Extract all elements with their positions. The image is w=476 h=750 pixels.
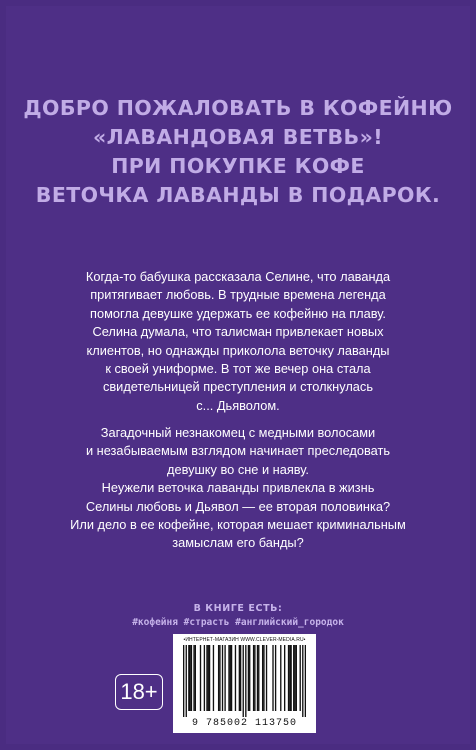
paragraph-line: Загадочный незнакомец с медными волосами: [100, 425, 376, 440]
paragraph-line: Неужели веточка лаванды привлекла в жизнь: [101, 480, 375, 496]
barcode-bar: [239, 645, 240, 711]
barcode-bar: [188, 645, 189, 711]
headline-line: ВЕТОЧКА ЛАВАНДЫ В ПОДАРОК.: [35, 183, 441, 207]
paragraph-line: к своей униформе. В тот же вечер она стала: [105, 361, 371, 377]
barcode-bar: [231, 645, 232, 711]
barcode-icon: [183, 645, 306, 717]
barcode-bar: [183, 645, 184, 717]
barcode-bar: [248, 645, 249, 711]
barcode-bar: [224, 645, 225, 711]
isbn-barcode-panel: [173, 634, 316, 733]
description-paragraph-1: [60, 268, 416, 415]
barcode-bar: [191, 645, 192, 711]
barcode-bar: [257, 645, 258, 711]
barcode-bar: [208, 645, 209, 711]
barcode-bar: [300, 645, 301, 711]
description-paragraph-2: [60, 424, 416, 553]
barcode-bar: [228, 645, 229, 711]
barcode-bar: [266, 645, 267, 711]
barcode-bar: [235, 645, 236, 711]
barcode-bar: [243, 645, 244, 717]
promo-headline: [0, 94, 476, 210]
barcode-bar: [272, 645, 273, 711]
age-rating-badge: 18+: [115, 674, 163, 710]
barcode-bar: [296, 645, 297, 711]
barcode-bar: [288, 645, 289, 711]
barcode-bar: [213, 645, 214, 711]
barcode-bar: [193, 645, 194, 711]
barcode-bar: [280, 645, 281, 711]
barcode-bar: [249, 645, 250, 711]
barcode-bar: [206, 645, 207, 711]
barcode-bar: [263, 645, 264, 711]
barcode-bar: [305, 645, 306, 717]
barcode-bar: [222, 645, 223, 711]
barcode-bar: [230, 645, 231, 711]
barcode-bar: [293, 645, 294, 711]
barcode-bar: [253, 645, 254, 711]
barcode-bar: [218, 645, 219, 711]
paragraph-line: девушку во сне и наяву.: [167, 461, 309, 477]
barcode-bar: [294, 645, 295, 711]
barcode-bar: [189, 645, 190, 711]
tags-heading: В КНИГЕ ЕСТЬ:: [193, 603, 283, 614]
paragraph-line: Селина думала, что талисман привлекает новых: [92, 324, 384, 340]
headline-line: ПРИ ПОКУПКЕ КОФЕ: [111, 154, 365, 178]
barcode-bar: [254, 645, 255, 711]
paragraph-line: замыслам его банды?: [172, 535, 304, 551]
barcode-bar: [262, 645, 263, 711]
barcode-bar: [289, 645, 290, 711]
barcode-bar: [195, 645, 196, 711]
shop-url: •ИНТЕРНЕТ-МАГАЗИН WWW.CLEVER-MEDIA.RU•: [183, 637, 306, 643]
barcode-bar: [204, 645, 205, 711]
hashtags: #кофейня #страсть #английский_городок: [132, 617, 344, 628]
barcode-bar: [186, 645, 187, 717]
paragraph-line: и незабываемым взглядом начинает преследовать: [85, 443, 391, 459]
paragraph-line: Или дело в ее кофейне, которая мешает криминальным: [70, 517, 406, 533]
barcode-bar: [240, 645, 241, 711]
barcode-bar: [275, 645, 276, 711]
barcode-bar: [302, 645, 303, 717]
barcode-bar: [200, 645, 201, 711]
paragraph-line: свидетельницей преступления и столкнулась: [102, 379, 373, 395]
paragraph-line: с... Дьяволом.: [196, 397, 280, 413]
barcode-bar: [284, 645, 285, 711]
paragraph-line: притягивает любовь. В трудные времена легенда: [90, 287, 386, 303]
barcode-bar: [209, 645, 210, 711]
headline-line: «ЛАВАНДОВАЯ ВЕТВЬ»!: [93, 125, 383, 149]
paragraph-line: клиентов, но однажды приколола веточку лаванды: [86, 342, 390, 358]
barcode-bar: [258, 645, 259, 711]
barcode-bar: [290, 645, 291, 711]
headline-line: ДОБРО ПОЖАЛОВАТЬ В КОФЕЙНЮ: [23, 96, 453, 120]
barcode-bar: [219, 645, 220, 711]
barcode-bar: [245, 645, 246, 717]
isbn-number: 9 785002 113750: [191, 718, 297, 729]
paragraph-line: помогла девушке удержать ее кофейню на плаву.: [90, 305, 386, 321]
paragraph-line: Когда-то бабушка рассказала Селине, что лаванда: [85, 269, 391, 284]
paragraph-line: Селины любовь и Дьявол — ее вторая половинка?: [85, 498, 391, 514]
